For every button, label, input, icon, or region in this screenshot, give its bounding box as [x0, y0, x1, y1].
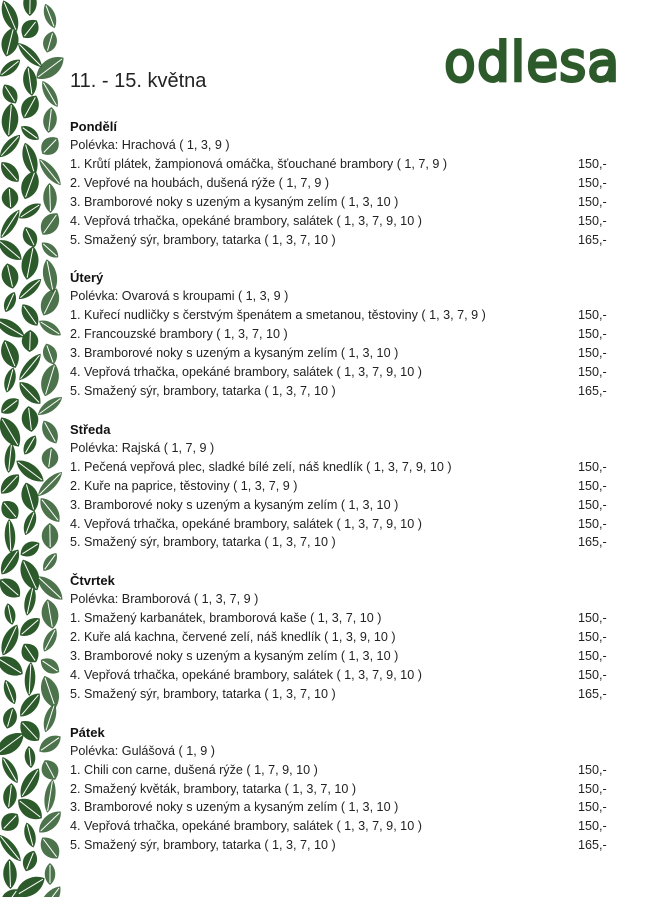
menu-item-price: 150,- [578, 175, 607, 190]
menu-item-price: 150,- [578, 667, 607, 682]
leaf-vein [19, 44, 40, 65]
menu-item [70, 666, 610, 685]
soup-line: Polévka: Hrachová ( 1, 3, 9 ) [70, 138, 230, 152]
menu-item-price: 150,- [578, 630, 607, 645]
leaf-shape [0, 207, 24, 241]
menu-item [70, 761, 610, 780]
menu-item-price: 150,- [578, 516, 607, 531]
weekly-menu [70, 118, 610, 875]
menu-item [70, 628, 610, 647]
menu-item-text: 1. Krůtí plátek, žampionová omáčka, šťouchané brambory ( 1, 7, 9 ) [70, 156, 448, 171]
menu-item [70, 496, 610, 515]
soup-line: Polévka: Gulášová ( 1, 9 ) [70, 743, 215, 758]
menu-item-price: 150,- [578, 649, 607, 664]
menu-item [70, 306, 610, 325]
menu-item-price: 165,- [578, 686, 607, 701]
menu-item-price: 150,- [578, 213, 607, 228]
day-section [70, 572, 610, 703]
menu-item-text: 4. Vepřová trhačka, opekáné brambory, salátek ( 1, 3, 7, 9, 10 ) [70, 819, 422, 834]
menu-item-text: 2. Kuře na paprice, těstoviny ( 1, 3, 7, 9 ) [70, 478, 298, 493]
menu-item-text: 5. Smažený sýr, brambory, tatarka ( 1, 3, 7, 10 ) [70, 535, 336, 550]
menu-item-text: 2. Vepřové na houbách, dušená rýže ( 1, 7, 9 ) [70, 175, 330, 190]
menu-item [70, 174, 610, 193]
day-section [70, 269, 610, 400]
menu-item-text: 3. Bramborové noky s uzeným a kysaným zelím ( 1, 3, 10 ) [70, 800, 399, 815]
menu-item-text: 3. Bramborové noky s uzeným a kysaným zelím ( 1, 3, 10 ) [70, 649, 399, 664]
menu-item-price: 165,- [578, 535, 607, 550]
menu-item-text: 5. Smažený sýr, brambory, tatarka ( 1, 3, 7, 10 ) [70, 232, 336, 247]
menu-item [70, 344, 610, 363]
leaf-shape [0, 394, 23, 418]
menu-item-price: 150,- [578, 156, 607, 171]
menu-item [70, 780, 610, 799]
menu-item-price: 165,- [578, 838, 607, 853]
menu-item [70, 609, 610, 628]
soup-line: Polévka: Bramborová ( 1, 3, 7, 9 ) [70, 592, 259, 607]
day-name: Pondělí [70, 119, 117, 134]
leaf-shape [0, 831, 25, 864]
menu-item [70, 685, 610, 704]
leaf-shape [0, 496, 23, 523]
day-section [70, 118, 610, 249]
logo-wordmark: odlesa [444, 36, 621, 88]
leaf-shape [33, 0, 64, 5]
menu-item [70, 817, 610, 836]
menu-item-price: 150,- [578, 819, 607, 834]
menu-item [70, 477, 610, 496]
menu-item [70, 325, 610, 344]
leaf-shape [0, 158, 24, 186]
day-name: Středa [70, 421, 111, 437]
day-section [70, 724, 610, 855]
menu-item-price: 150,- [578, 194, 607, 209]
menu-item-text: 2. Kuře alá kachna, červené zelí, náš knedlík ( 1, 3, 9, 10 ) [70, 630, 396, 645]
day-name: Úterý [70, 270, 104, 286]
menu-item [70, 382, 610, 401]
menu-item-text: 5. Smažený sýr, brambory, tatarka ( 1, 3, 7, 10 ) [70, 686, 336, 701]
menu-item-text: 2. Smažený květák, brambory, tatarka ( 1, 3, 7, 10 ) [70, 781, 357, 796]
menu-item-text: 1. Pečená vepřová plec, sladké bílé zelí, náš knedlík ( 1, 3, 7, 9, 10 ) [70, 459, 452, 474]
menu-item-price: 150,- [578, 308, 607, 323]
week-date-range: 11. - 15. května [70, 70, 207, 92]
leaf-shape [0, 56, 23, 81]
leaf-shape [0, 573, 25, 603]
menu-item-price: 150,- [578, 327, 607, 342]
soup-line: Polévka: Rajská ( 1, 7, 9 ) [70, 440, 215, 455]
menu-item-text: 4. Vepřová trhačka, opekáné brambory, salátek ( 1, 3, 7, 9, 10 ) [70, 213, 422, 228]
menu-item-text: 1. Kuřecí nudličky s čerstvým špenátem a smetanou, těstoviny ( 1, 3, 7, 9 ) [70, 308, 486, 323]
menu-item [70, 798, 610, 817]
leaf-shape [0, 131, 24, 160]
leaf-shape [0, 25, 22, 58]
menu-item [70, 533, 610, 552]
leaf-shape [0, 470, 24, 498]
leaf-shape [0, 337, 23, 371]
menu-item [70, 458, 610, 477]
menu-item-text: 4. Vepřová trhačka, opekáné brambory, salátek ( 1, 3, 7, 9, 10 ) [70, 516, 422, 531]
leaf-vein [41, 160, 60, 183]
menu-item-price: 150,- [578, 781, 607, 796]
menu-item-price: 150,- [578, 762, 607, 777]
menu-item [70, 193, 610, 212]
menu-item-text: 1. Smažený karbanátek, bramborová kaše ( 1, 3, 7, 10 ) [70, 611, 382, 626]
menu-item-text: 2. Francouzské brambory ( 1, 3, 7, 10 ) [70, 327, 288, 342]
menu-item-price: 150,- [578, 459, 607, 474]
menu-item [70, 836, 610, 855]
menu-item-text: 4. Vepřová trhačka, opekáné brambory, salátek ( 1, 3, 7, 9, 10 ) [70, 365, 422, 380]
menu-item [70, 212, 610, 231]
day-name: Pátek [70, 724, 105, 740]
leaf-vein [39, 473, 60, 494]
leaf-vein [1, 836, 20, 859]
soup-line: Polévka: Ovarová s kroupami ( 1, 3, 9 ) [70, 289, 289, 304]
menu-item-price: 150,- [578, 346, 607, 361]
menu-item [70, 647, 610, 666]
menu-item-text: 5. Smažený sýr, brambory, tatarka ( 1, 3, 7, 10 ) [70, 838, 336, 853]
odlesa-logo [444, 36, 644, 88]
leaf-shape [0, 808, 24, 835]
menu-item [70, 231, 610, 250]
menu-item-text: 3. Bramborové noky s uzeným a kysaným zelím ( 1, 3, 10 ) [70, 194, 399, 209]
menu-item-price: 150,- [578, 365, 607, 380]
menu-item [70, 363, 610, 382]
menu-item-price: 150,- [578, 497, 607, 512]
menu-item-price: 150,- [578, 611, 607, 626]
menu-item [70, 155, 610, 174]
day-name: Čtvrtek [70, 573, 115, 589]
leaf-shape [0, 81, 22, 107]
menu-item-text: 3. Bramborové noky s uzeným a kysaným zelím ( 1, 3, 10 ) [70, 346, 399, 361]
menu-item-price: 150,- [578, 478, 607, 493]
menu-item-price: 150,- [578, 800, 607, 815]
menu-item-text: 4. Vepřová trhačka, opekáné brambory, salátek ( 1, 3, 7, 9, 10 ) [70, 667, 422, 682]
menu-item-price: 165,- [578, 383, 607, 398]
menu-item [70, 515, 610, 534]
menu-item-text: 1. Chili con carne, dušená rýže ( 1, 7, 9, 10 ) [70, 762, 318, 777]
leaf-shape [0, 235, 26, 265]
leaf-border-decoration [0, 0, 64, 897]
leaf-vein [30, 332, 31, 350]
menu-item-price: 165,- [578, 232, 607, 247]
menu-item-text: 3. Bramborové noky s uzeným a kysaným zelím ( 1, 3, 10 ) [70, 497, 399, 512]
day-section [70, 421, 610, 552]
menu-item-text: 5. Smažený sýr, brambory, tatarka ( 1, 3, 7, 10 ) [70, 383, 336, 398]
leaf-vein [21, 355, 40, 378]
